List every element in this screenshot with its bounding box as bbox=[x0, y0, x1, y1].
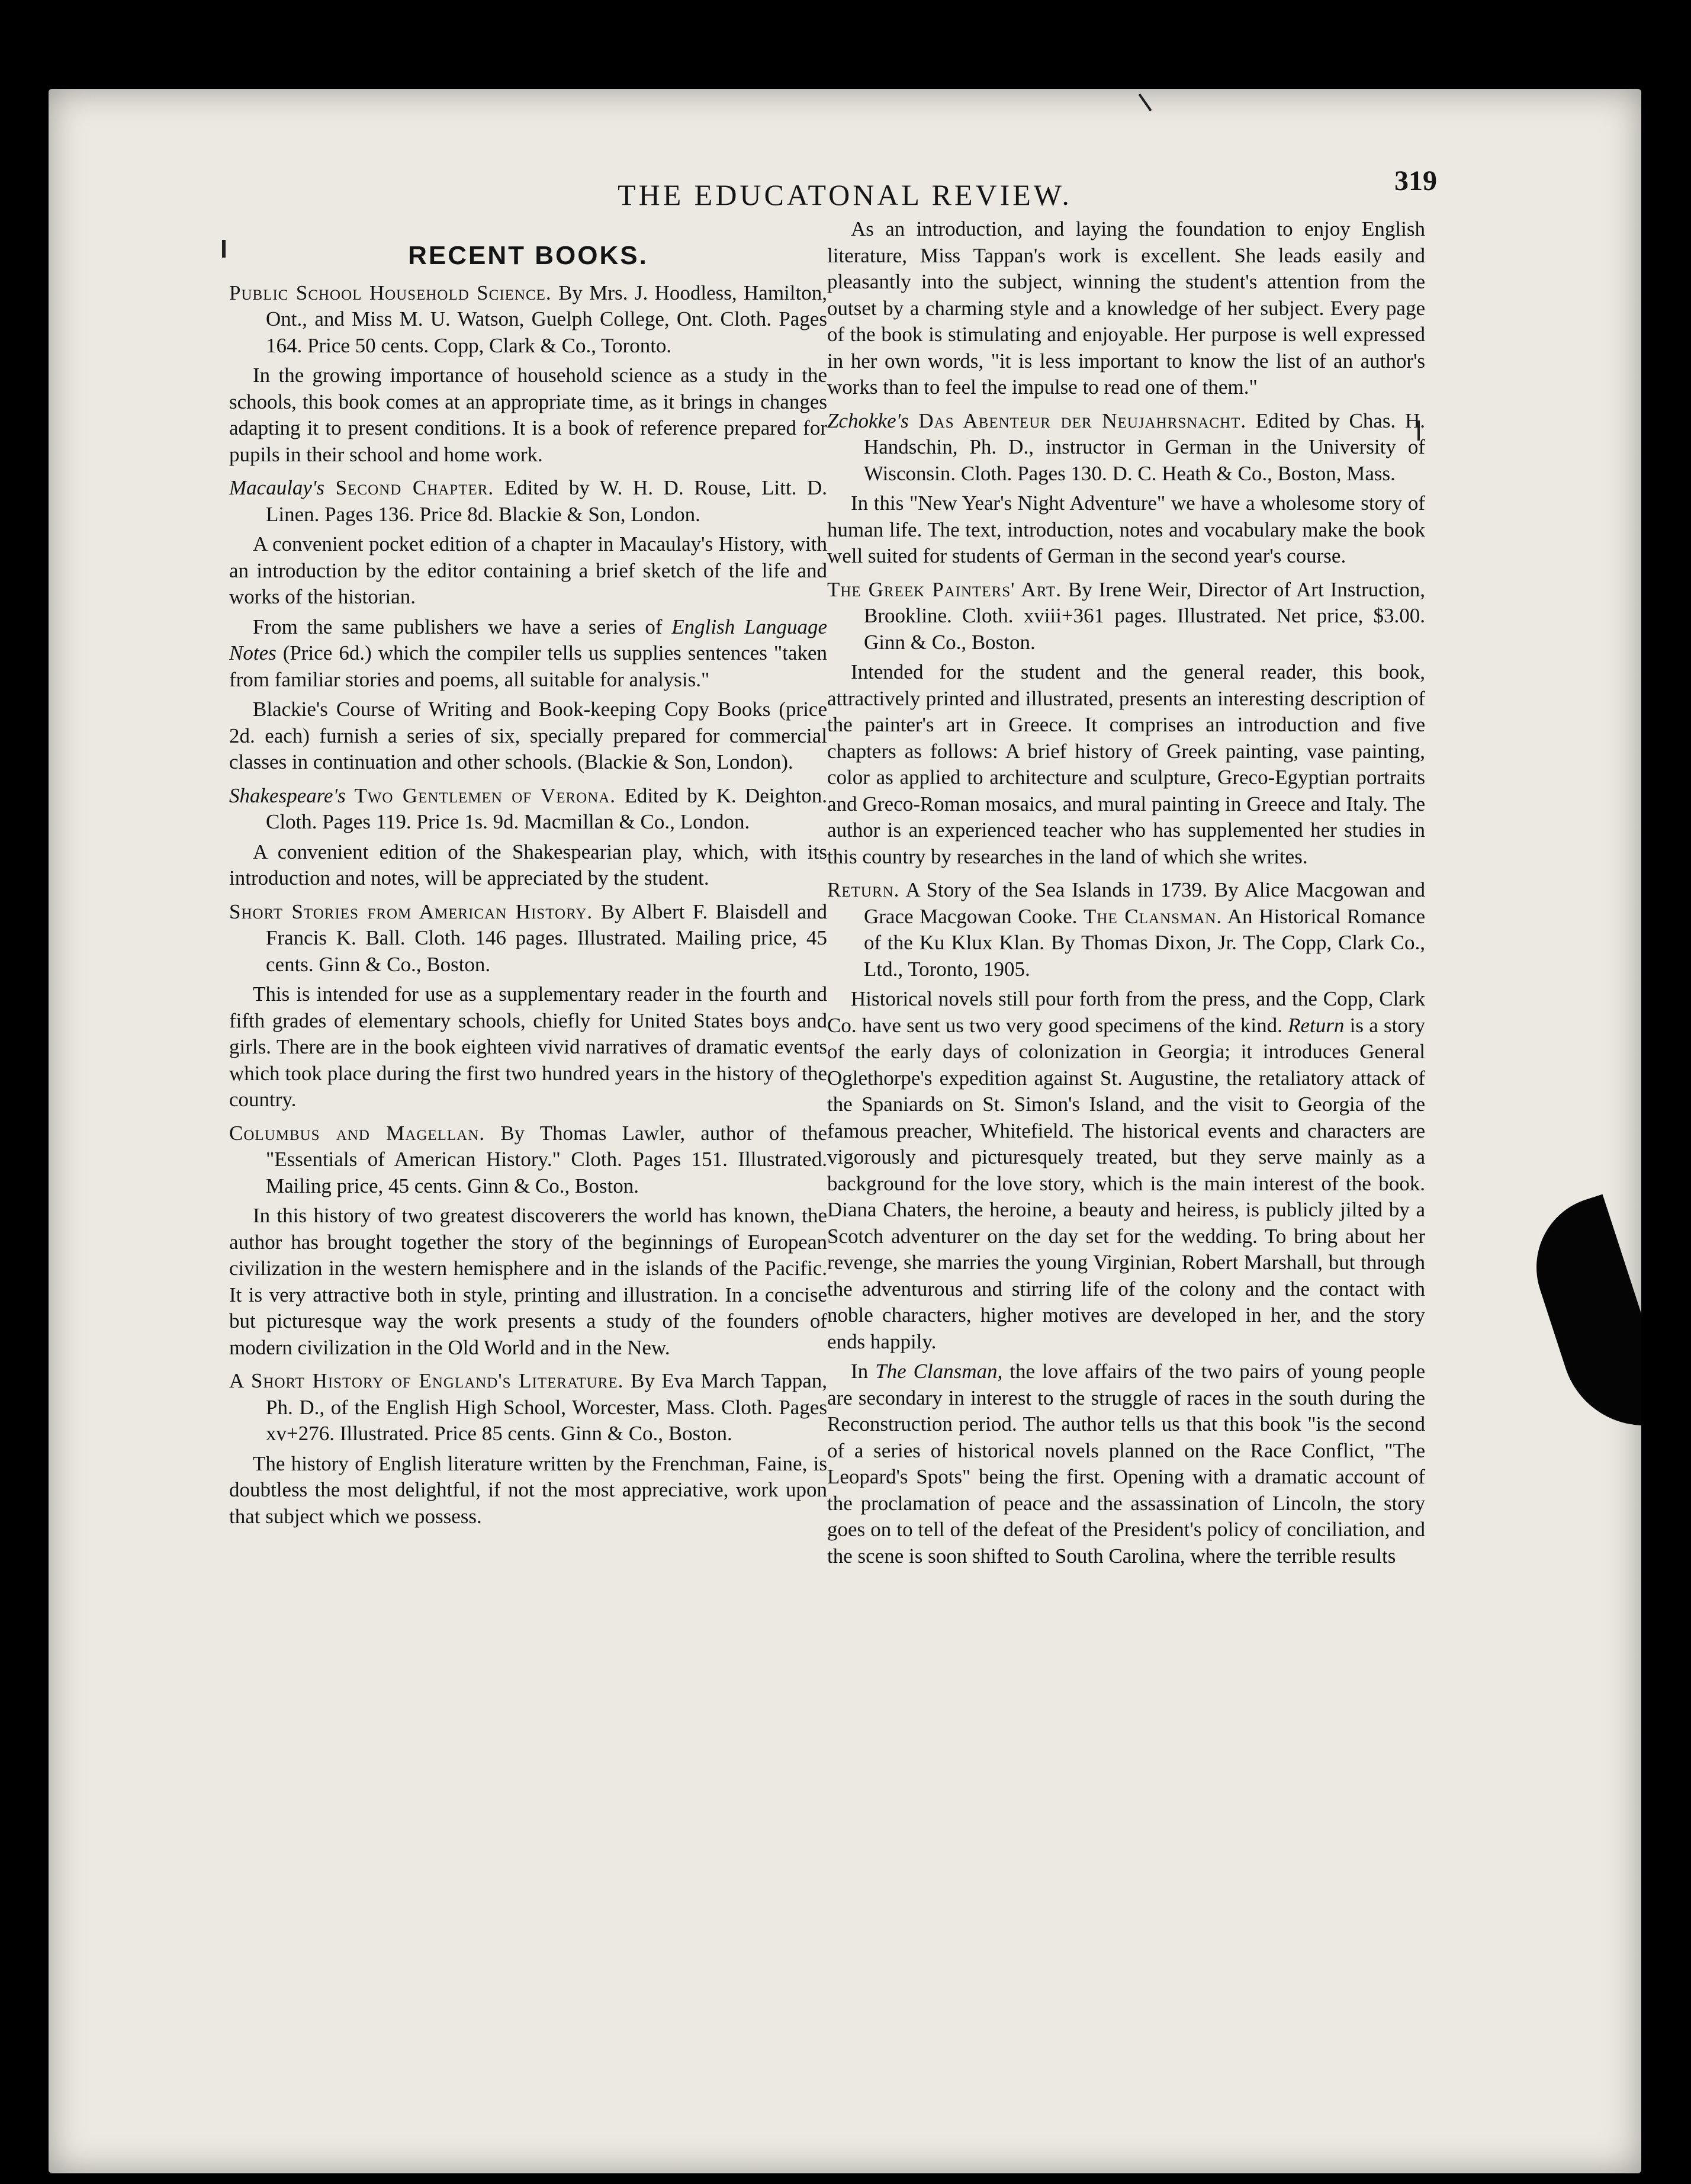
book-biblio: By Albert F. Blaisdell and Francis K. Ball. Cloth. 146 pages. Illustrated. Mailing price, 45 cents. Ginn & Co., Boston. bbox=[266, 900, 827, 976]
book-review bbox=[827, 986, 1425, 1355]
book-entry-macaulay bbox=[229, 475, 827, 528]
book-biblio: By Eva March Tappan, Ph. D., of the English High School, Worcester, Mass. Cloth. Pages xv+276. Illustrated. Price 85 cents. Ginn & Co., Boston. bbox=[266, 1369, 827, 1445]
book-note-copy-books: Blackie's Course of Writing and Book-keeping Copy Books (price 2d. each) furnish a series of six, specially prepared for commercial classes in continuation and other schools. (Blackie & Son, London). bbox=[229, 698, 827, 773]
book-biblio: Edited by K. Deighton. Cloth. Pages 119. Price 1s. 9d. Macmillan & Co., London. bbox=[266, 783, 827, 833]
left-column bbox=[229, 243, 827, 1533]
page-number: 319 bbox=[1394, 165, 1437, 197]
book-biblio: By Irene Weir, Director of Art Instruction, Brookline. Cloth. xviii+361 pages. Illustrated. Net price, $3.00. Ginn & Co., Boston. bbox=[864, 577, 1425, 654]
book-title: Return. bbox=[827, 878, 900, 901]
book-review bbox=[827, 1358, 1425, 1569]
book-review: A convenient edition of the Shakespearian play, which, with its introduction and notes, will be appreciated by the student. bbox=[229, 840, 827, 889]
book-biblio: Edited by W. H. D. Rouse, Litt. D. Linen. Pages 136. Price 8d. Blackie & Son, London. bbox=[266, 476, 827, 526]
book-biblio: A Story of the Sea Islands in 1739. By Alice Macgowan and Grace Macgowan Cooke. bbox=[864, 878, 1425, 928]
book-author: Macaulay's bbox=[229, 476, 325, 499]
book-entry-columbus bbox=[229, 1120, 827, 1200]
scanned-page bbox=[49, 89, 1641, 2173]
review-text: is a story of the early days of colonization in Georgia; it introduces General Oglethorpe's expedition against St. Augustine, the retaliatory attack of the Spaniards on St. Simon's Island, and the visit to Georgia of the famous preacher, Whitefield. The historical events and characters are vigorously and picturesquely treated, but they serve mainly as a background for the love story, which is the main interest of the book. Diana Chaters, the heroine, a beauty and heiress, is publicly jilted by a Scotch adventurer on the day set for the wedding. To bring about her revenge, she marries the young Virginian, Robert Marshall, but through the adventurous and stirring life of the colony and the contact with noble characters, higher motives are developed in her, and the story ends happily. bbox=[827, 1013, 1425, 1353]
book-review-continued: As an introduction, and laying the foundation to enjoy English literature, Miss Tappan's work is excellent. She leads easily and pleasantly into the subject, winning the student's attention from the outset by a charming style and a knowledge of her subject. Every page of the book is stimulating and enjoyable. Her purpose is well expressed in her own words, "it is less important to know the list of an author's works than to feel the impulse to read one of them." bbox=[827, 217, 1425, 399]
book-title: Return bbox=[1288, 1013, 1345, 1037]
right-column bbox=[827, 216, 1425, 1573]
book-note-english-notes bbox=[229, 614, 827, 693]
margin-mark bbox=[222, 240, 226, 258]
book-entry-return-clansman bbox=[827, 877, 1425, 982]
book-review: The history of English literature written by the Frenchman, Faine, is doubtless the most delightful, if not the most appreciative, work upon that subject which we possess. bbox=[229, 1451, 827, 1528]
book-review: This is intended for use as a supplementary reader in the fourth and fifth grades of elementary schools, chiefly for United States boys and girls. There are in the book eighteen vivid narratives of dramatic events which took place during the first two hundred years in the history of the country. bbox=[229, 982, 827, 1111]
book-title: Das Abenteur der Neujahrsnacht. bbox=[908, 409, 1247, 432]
book-title: A Short History of England's Literature. bbox=[229, 1369, 624, 1392]
book-title: Second Chapter. bbox=[324, 476, 494, 499]
book-title: The Clansman, bbox=[875, 1360, 1003, 1383]
review-text: In bbox=[851, 1360, 876, 1383]
book-title: Short Stories from American History. bbox=[229, 900, 593, 923]
book-title: Columbus and Magellan. bbox=[229, 1121, 486, 1145]
note-text: (Price 6d.) which the compiler tells us supplies sentences "taken from familiar stories and poems, all suitable for analysis." bbox=[229, 641, 827, 691]
book-biblio: Edited by Chas. H. Handschin, Ph. D., instructor in German in the University of Wisconsin. Cloth. Pages 130. D. C. Heath & Co., Boston, Mass. bbox=[864, 409, 1425, 485]
book-review: Intended for the student and the general reader, this book, attractively printed and illustrated, presents an interesting description of the painter's art in Greece. It comprises an introduction and five chapters as follows: A brief history of Greek painting, vase painting, color as applied to architecture and sculpture, Greco-Egyptian portraits and Greco-Roman mosaics, and mural painting in Greece and Italy. The author is an experienced teacher who has supplemented her studies in this country by researches in the land of which she writes. bbox=[827, 660, 1425, 868]
margin-mark bbox=[1139, 94, 1152, 111]
book-entry-shakespeare bbox=[229, 783, 827, 836]
book-title: Two Gentlemen of Verona. bbox=[345, 783, 616, 807]
book-entry-greek-painters bbox=[827, 577, 1425, 656]
book-title: The Greek Painters' Art. bbox=[827, 577, 1062, 601]
book-title: English Language Notes bbox=[229, 615, 827, 664]
running-head: THE EDUCATONAL REVIEW. bbox=[618, 178, 1072, 211]
book-review: In this history of two greatest discoverers the world has known, the author has brought together the story of the beginnings of European civilization in the western hemisphere and in the islands of the Pacific. It is very attractive both in style, printing and illustration. In a concise but picturesque way the work presents a study of the founders of modern civilization in the Old World and in the New. bbox=[229, 1204, 827, 1359]
book-title: Public School Household Science. bbox=[229, 281, 552, 304]
book-entry-englands-literature bbox=[229, 1368, 827, 1447]
book-author: Shakespeare's bbox=[229, 783, 346, 807]
scanner-shadow bbox=[1518, 1194, 1641, 1447]
book-author: Zchokke's bbox=[827, 409, 909, 432]
book-review: A convenient pocket edition of a chapter in Macaulay's History, with an introduction by the editor containing a brief sketch of the life and works of the historian. bbox=[229, 532, 827, 608]
book-entry-zschokke bbox=[827, 408, 1425, 487]
book-review: In the growing importance of household science as a study in the schools, this book comes at an appropriate time, as it brings in changes adapting it to present conditions. It is a book of reference prepared for pupils in their school and home work. bbox=[229, 364, 827, 466]
book-review: In this "New Year's Night Adventure" we have a wholesome story of human life. The text, introduction, notes and vocabulary make the book well suited for students of German in the second year's course. bbox=[827, 492, 1425, 567]
book-entry-short-stories bbox=[229, 899, 827, 978]
book-biblio: An Historical Romance of the Ku Klux Klan. By Thomas Dixon, Jr. The Copp, Clark Co., Ltd., Toronto, 1905. bbox=[864, 904, 1425, 981]
book-entry-public-school bbox=[229, 280, 827, 359]
review-text: Historical novels still pour forth from the press, and the Copp, Clark Co. have sent us two very good specimens of the kind. bbox=[827, 987, 1425, 1037]
review-text: the love affairs of the two pairs of young people are secondary in interest to the struggle of races in the south during the Reconstruction period. The author tells us that this book "is the second of a series of historical novels planned on the Race Conflict, "The Leopard's Spots" being the first. Opening with a dramatic account of the proclamation of peace and the assassination of Lincoln, the story goes on to tell of the defeat of the President's policy of conciliation, and the scene is soon shifted to South Carolina, where the terrible results bbox=[827, 1360, 1426, 1568]
note-text: From the same publishers we have a series of bbox=[253, 615, 672, 638]
book-biblio: By Thomas Lawler, author of the "Essentials of American History." Cloth. Pages 151. Illustrated. Mailing price, 45 cents. Ginn & Co., Boston. bbox=[266, 1121, 827, 1197]
section-heading: RECENT BOOKS. bbox=[408, 241, 648, 270]
book-biblio: By Mrs. J. Hoodless, Hamilton, Ont., and Miss M. U. Watson, Guelph College, Ont. Cloth. Pages 164. Price 50 cents. Copp, Clark & Co., Toronto. bbox=[266, 281, 827, 357]
book-title: The Clansman. bbox=[1084, 904, 1223, 928]
